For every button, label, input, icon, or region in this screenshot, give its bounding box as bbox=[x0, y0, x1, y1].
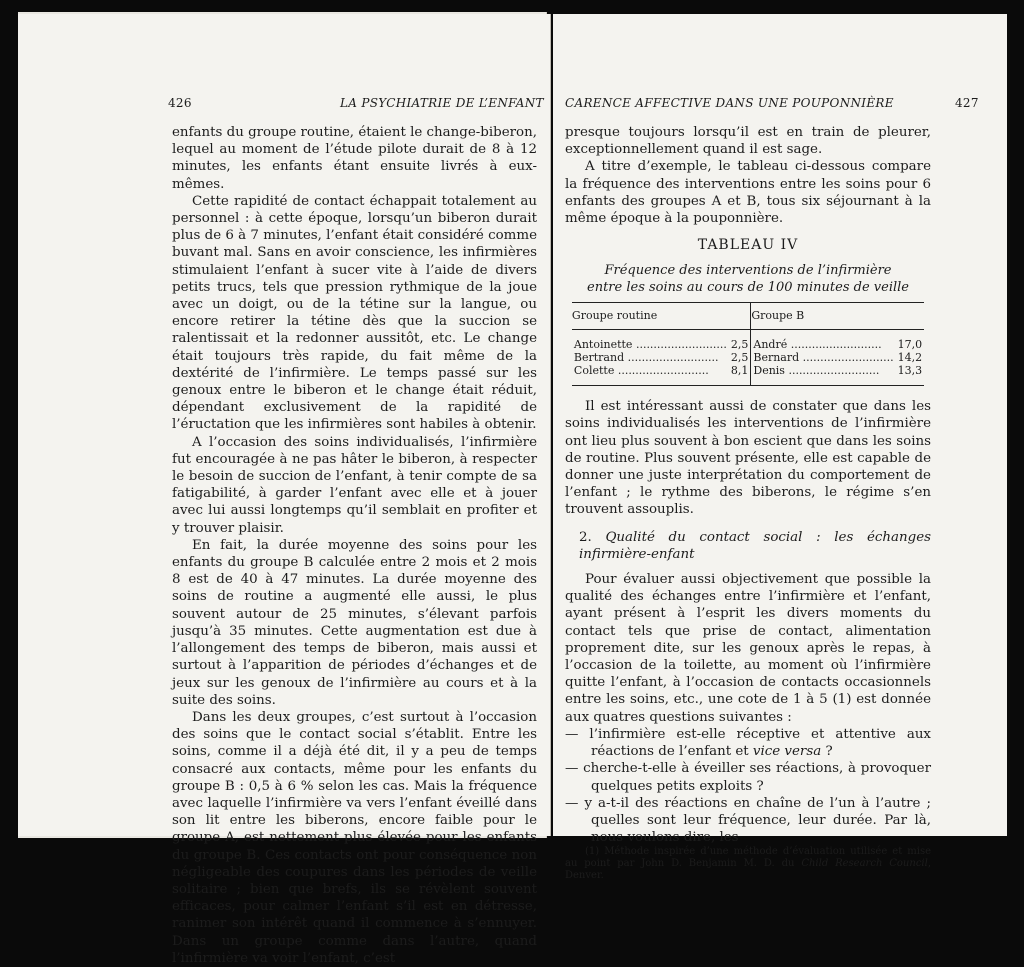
list-item: — y a-t-il des réactions en chaîne de l’un à l’autre ; quelles sont leur fréquence, leur durée. Par là, nous voulons dire, les bbox=[565, 795, 931, 846]
table-cell-name: Bertrand .......................... bbox=[573, 350, 719, 364]
left-text-column bbox=[172, 124, 537, 967]
section-title: Qualité du contact social : les échanges infirmière-enfant bbox=[579, 529, 931, 562]
child-name: Bertrand bbox=[573, 350, 625, 364]
table-caption-line1: Fréquence des interventions de l’infirmière bbox=[604, 263, 892, 279]
table-header-row bbox=[572, 303, 924, 329]
table-row bbox=[572, 338, 924, 351]
child-name: Antoinette bbox=[573, 337, 633, 351]
right-page bbox=[553, 14, 1007, 882]
table-row bbox=[572, 364, 924, 386]
footnote bbox=[565, 846, 931, 882]
paragraph: Cette rapidité de contact échappait totalement au personnel : à cette époque, lorsqu’un biberon durait plus de 6 à 7 minutes, l’enfant était considéré comme buvant mal. Sans en avoir conscience, les infirmières stimulaient l’enfant à sucer vite à l’aide de divers petits trucs, tels que pression rythmique de la joue avec un doigt, ou de la tétine sur la langue, ou encore retirer la tétine dès que la succion se ralentissait et la redonner aussitôt, etc. Le change était toujours très rapide, du fait même de la dextérité de l’infirmière. Le temps passé sur les genoux entre le biberon et le change était réduit, dépendant exclusivement de la rapidité de l’éructation que les infirmières sont habiles à obtenir. bbox=[172, 193, 537, 433]
child-name: Denis bbox=[753, 364, 785, 378]
table-cell-value: 2,5 bbox=[730, 337, 749, 351]
table-cell-value: 8,1 bbox=[729, 364, 751, 386]
paragraph: presque toujours lorsqu’il est en train de pleurer, exceptionnellement quand il est sage. bbox=[565, 125, 931, 158]
table-cell-name: André .......................... bbox=[751, 338, 896, 351]
footnote-emphasis: Child Research Council bbox=[801, 858, 928, 870]
paragraph: A l’occasion des soins individualisés, l’infirmière fut encouragée à ne pas hâter le biberon, à respecter le besoin de succion de l’enfant, à tenir compte de sa fatigabilité, à garder l’enfant avec elle et à jouer avec lui aussi longtemps qu’il semblait en profiter et y trouver plaisir. bbox=[172, 434, 537, 536]
child-name: Colette bbox=[573, 364, 615, 378]
frequency-table bbox=[572, 302, 924, 386]
child-name: André bbox=[753, 337, 788, 351]
left-page-number: 426 bbox=[168, 96, 192, 110]
footnote-text: (1) Méthode inspirée d’une méthode d’évaluation utilisée et mise au point par John D. Benjamin M. D. du bbox=[565, 846, 931, 870]
table-row bbox=[572, 351, 924, 364]
table-cell-value: 2,5 bbox=[730, 350, 749, 364]
table-cell-name: Denis .......................... bbox=[751, 364, 896, 386]
list-item bbox=[565, 726, 931, 760]
list-item-text: ? bbox=[825, 744, 833, 760]
right-running-title: CARENCE AFFECTIVE DANS UNE POUPONNIÈRE bbox=[565, 96, 894, 110]
table-cell-value: 13,3 bbox=[896, 364, 925, 386]
table-cell-name: Colette .......................... bbox=[572, 364, 729, 386]
table-cell-value: 17,0 bbox=[897, 337, 923, 351]
right-page-number: 427 bbox=[955, 96, 979, 110]
table-cell-name: Antoinette .......................... bbox=[573, 337, 727, 351]
section-number: 2. bbox=[579, 529, 592, 545]
list-item: — cherche-t-elle à éveiller ses réactions, à provoquer quelques petits exploits ? bbox=[565, 761, 931, 794]
table-cell-value: 14,2 bbox=[897, 350, 923, 364]
left-page bbox=[18, 14, 551, 966]
table-header-groupe-b: Groupe B bbox=[751, 303, 924, 329]
list-item-emphasis: vice versa bbox=[752, 744, 822, 760]
table-header-routine: Groupe routine bbox=[572, 303, 751, 329]
section-heading bbox=[565, 529, 931, 563]
paragraph: Pour évaluer aussi objectivement que possible la qualité des échanges entre l’infirmière et l’enfant, ayant présent à l’esprit les divers moments du contact tels que prise de contact, alimentation proprement dite, sur les genoux après le repas, à l’occasion de la toilette, au moment où l’infirmière quitte l’enfant, à l’occasion de contacts occasionnels entre les soins, etc., une cote de 1 à 5 (1) est donnée aux quatres questions suivantes : bbox=[565, 572, 931, 725]
footnote-text: , Denver. bbox=[565, 858, 932, 882]
left-running-title: LA PSYCHIATRIE DE L’ENFANT bbox=[340, 96, 544, 110]
table-title: TABLEAU IV bbox=[697, 237, 799, 254]
table-cell-name: Bernard .......................... bbox=[751, 351, 896, 364]
table-spacer-row bbox=[572, 329, 924, 338]
paragraph: enfants du groupe routine, étaient le change-biberon, lequel au moment de l’étude pilote durait de 8 à 12 minutes, les enfants étant ensuite livrés à eux-mêmes. bbox=[172, 125, 537, 192]
list-item-text: — l’infirmière est-elle réceptive et attentive aux réactions de l’enfant et bbox=[565, 726, 931, 760]
paragraph: Il est intéressant aussi de constater que dans les soins individualisés les interventions de l’infirmière ont lieu plus souvent à bon escient que dans les soins de routine. Plus souvent présente, elle est capable de donner une juste interprétation du comportement de l’enfant ; le rythme des biberons, le régime s’en trouvent assouplis. bbox=[565, 399, 931, 518]
right-text-column bbox=[565, 124, 931, 882]
child-name: Bernard bbox=[753, 350, 800, 364]
paragraph: En fait, la durée moyenne des soins pour les enfants du groupe B calculée entre 2 mois et 2 mois 8 est de 40 à 47 minutes. La durée moyenne des soins de routine a augmenté elle aussi, le plus souvent autour de 25 minutes, s’élevant parfois jusqu’à 35 minutes. Cette augmentation est due à l’allongement des temps de biberon, mais aussi et surtout à l’apparition de périodes d’échanges et de jeux sur les genoux de l’infirmière au cours et à la suite des soins. bbox=[172, 537, 537, 708]
paragraph: Dans les deux groupes, c’est surtout à l’occasion des soins que le contact social s’établit. Entre les soins, comme il a déjà été dit, il y a peu de temps consacré aux contacts, même pour les enfants du groupe B : 0,5 à 6 % selon les cas. Mais la fréquence avec laquelle l’infirmière va vers l’enfant éveillé dans son lit entre les biberons, encore faible pour le groupe A, est nettement plus élevée pour les enfants du groupe B. Ces contacts ont pour conséquence non négligeable des coupures dans les périodes de veille solitaire ; bien que brefs, ils se révèlent souvent efficaces, pour calmer l’enfant s’il est en détresse, ranimer son intérêt quand il commence à s’ennuyer. Dans un groupe comme dans l’autre, quand l’infirmière va voir l’enfant, c’est bbox=[172, 709, 537, 966]
paragraph: A titre d’exemple, le tableau ci-dessous compare la fréquence des interventions entre les soins pour 6 enfants des groupes A et B, tous six séjournant à la même époque à la pouponnière. bbox=[565, 159, 931, 227]
table-caption-line2: entre les soins au cours de 100 minutes de veille bbox=[587, 280, 909, 296]
